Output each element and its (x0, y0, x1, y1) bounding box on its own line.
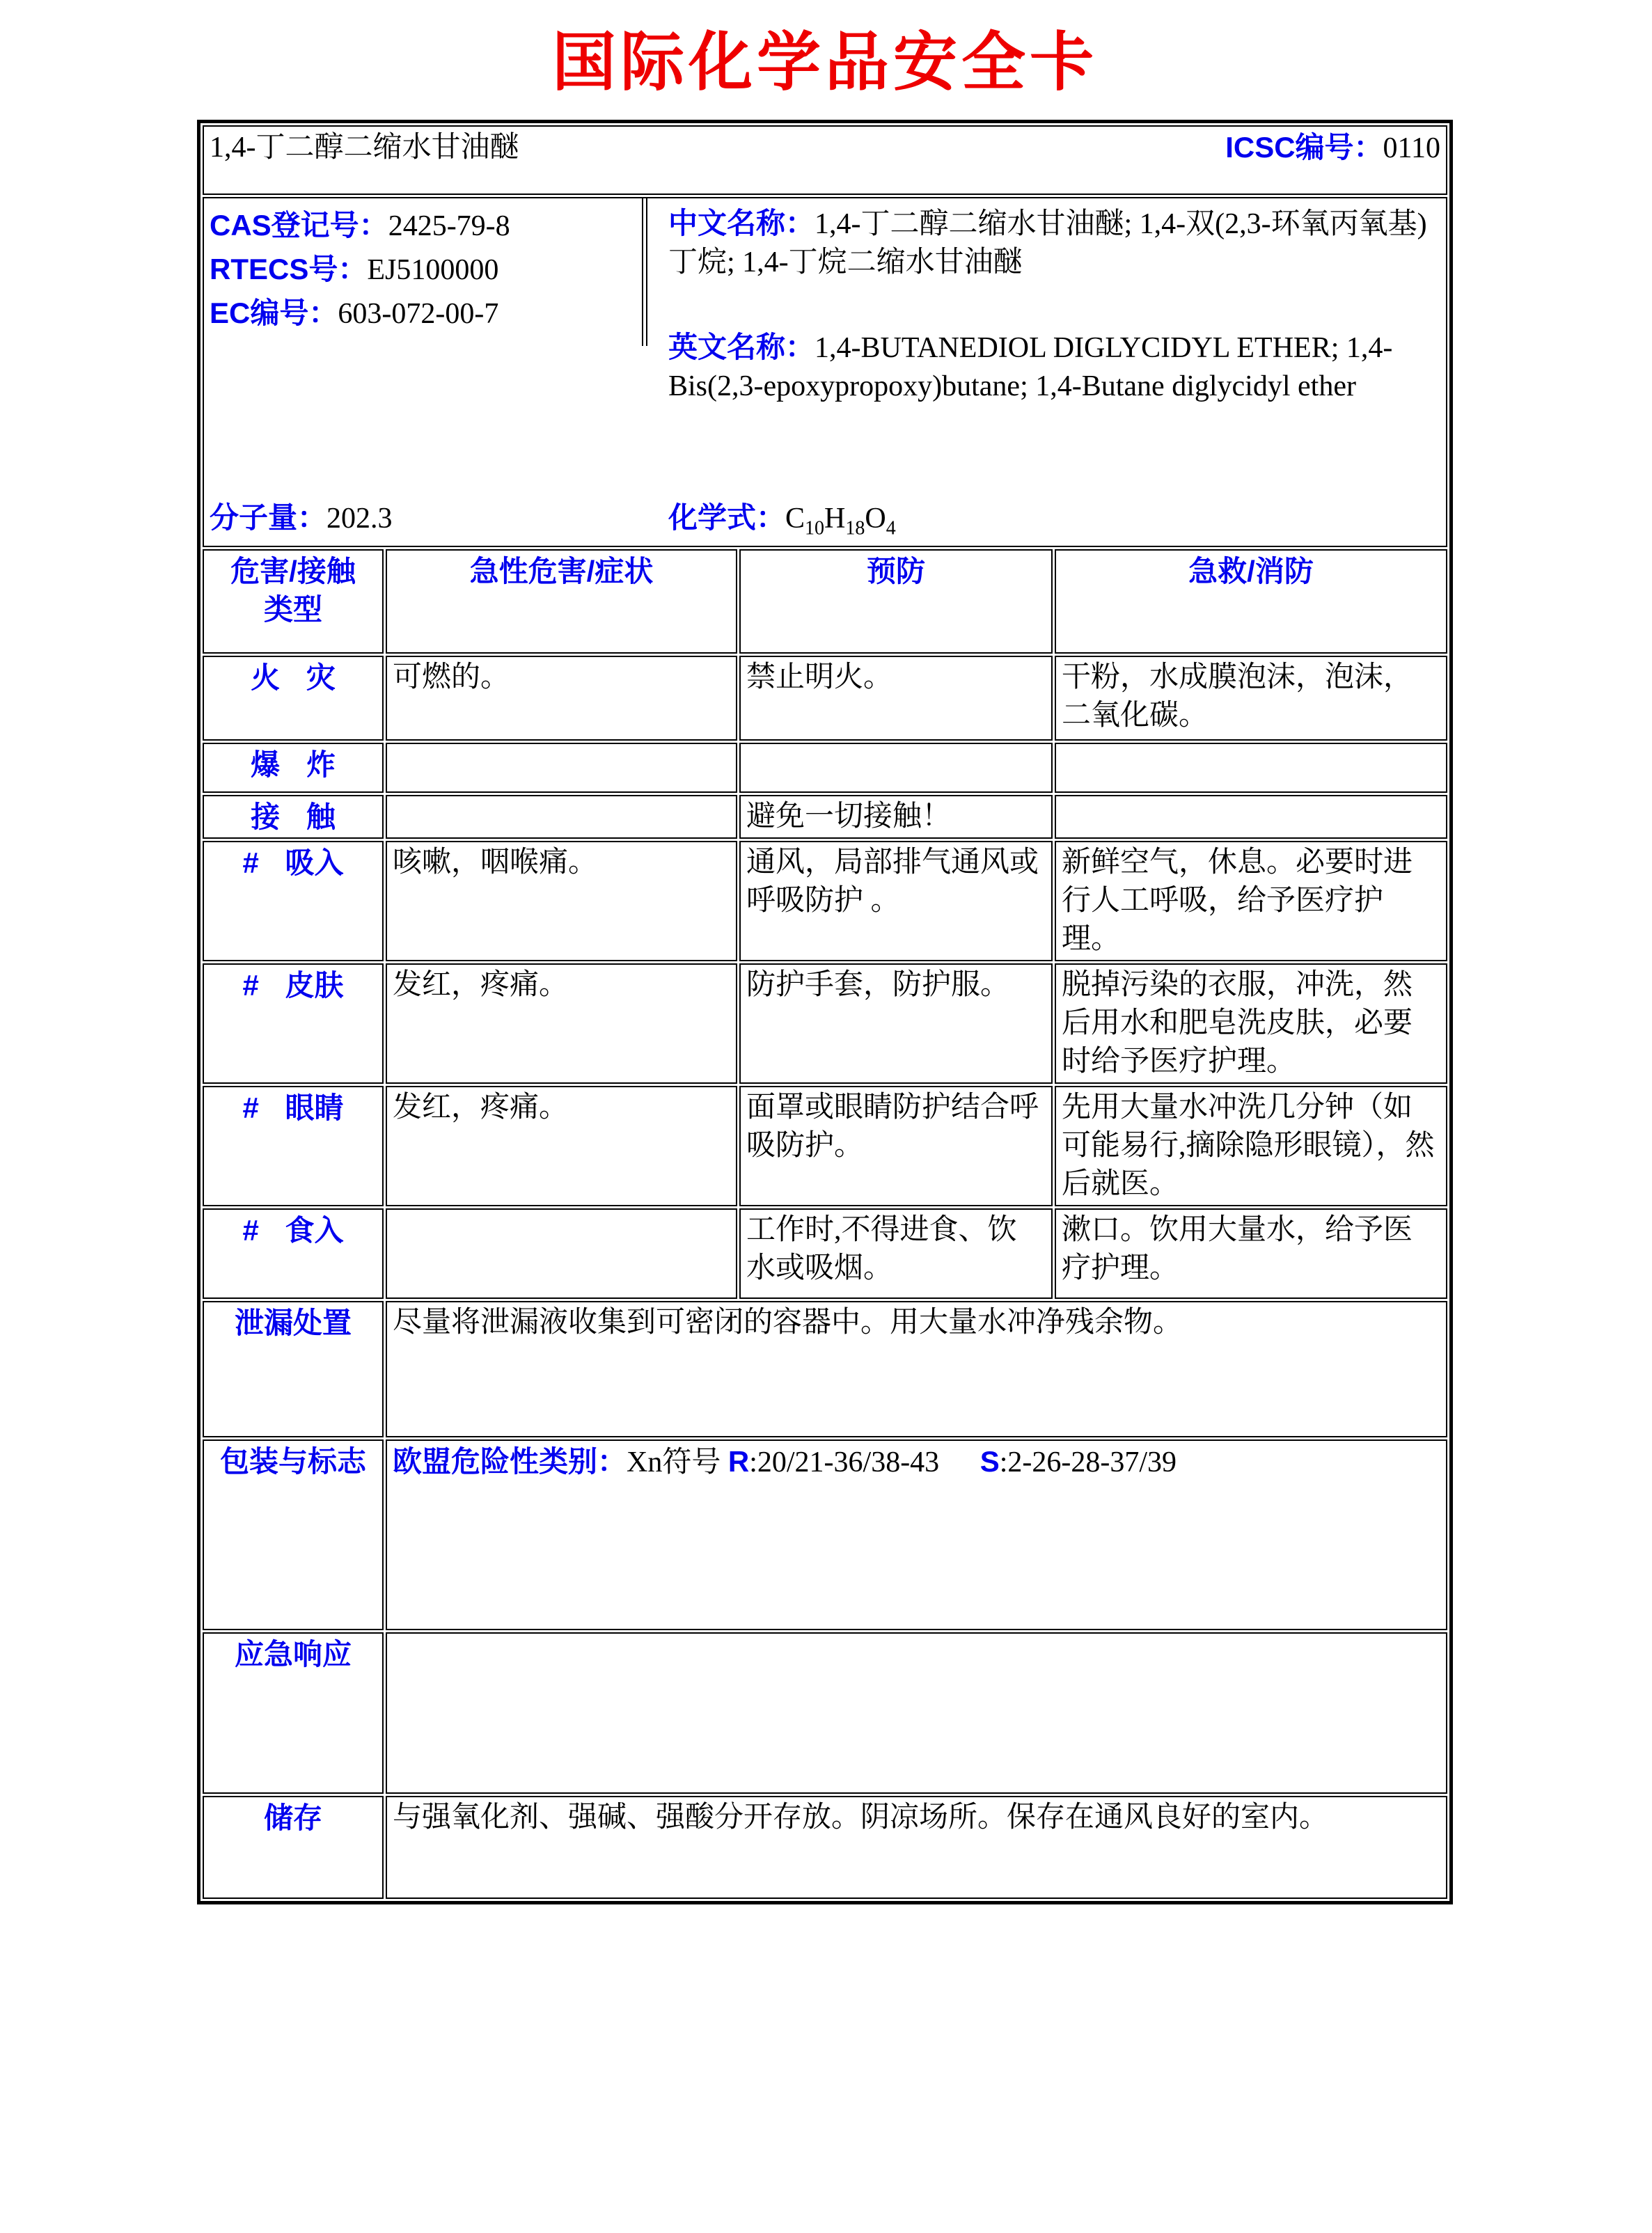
hazard-header-type (203, 549, 384, 654)
explosion-prevention (739, 743, 1053, 793)
hazard-header-prevention: 预防 (739, 549, 1053, 654)
spillage-content: 尽量将泄漏液收集到可密闭的容器中。用大量水冲净残余物。 (386, 1301, 1447, 1437)
rtecs-value: EJ5100000 (367, 254, 499, 286)
skin-label: # 皮肤 (203, 963, 384, 1084)
english-names-label: 英文名称： (668, 331, 815, 363)
page-title: 国际化学品安全卡 (551, 27, 1098, 98)
explosion-label: 爆 炸 (203, 743, 384, 793)
hazard-row-ingestion (203, 1208, 1447, 1299)
chemical-formula-label: 化学式： (668, 501, 786, 534)
s-phrase-value: :2-26-28-37/39 (999, 1446, 1177, 1478)
fire-symptoms: 可燃的。 (386, 656, 737, 741)
chemical-formula (668, 498, 896, 538)
contact-prevention: 避免一切接触！ (739, 795, 1053, 839)
hazard-row-explosion (203, 743, 1447, 793)
eu-symbol: Xn符号 (627, 1446, 721, 1478)
ec-value: 603-072-00-7 (338, 298, 499, 330)
skin-symptoms: 发红，疼痛。 (386, 963, 737, 1084)
hazard-header-symptoms: 急性危害/症状 (386, 549, 737, 654)
storage-label: 储存 (203, 1796, 384, 1899)
s-phrase-label: S (980, 1445, 1000, 1478)
contact-label: 接 触 (203, 795, 384, 839)
eyes-prevention: 面罩或眼睛防护结合呼吸防护。 (739, 1086, 1053, 1206)
section-divider (642, 198, 647, 346)
eyes-symptoms: 发红，疼痛。 (386, 1086, 737, 1206)
row-packaging (203, 1439, 1447, 1630)
cas-value: 2425-79-8 (388, 210, 510, 242)
english-names-value: 1,4-BUTANEDIOL DIGLYCIDYL ETHER; 1,4-Bis(2,3-epoxypropoxy)butane; 1,4-Butane diglycidyl ether (668, 332, 1393, 402)
chemical-name: 1,4-丁二醇二缩水甘油醚 (210, 132, 519, 164)
ingestion-label: # 食入 (203, 1208, 384, 1299)
ingestion-prevention: 工作时,不得进食、饮水或吸烟。 (739, 1208, 1053, 1299)
molecular-line (210, 498, 1440, 542)
contact-symptoms (386, 795, 737, 839)
packaging-label: 包装与标志 (203, 1439, 384, 1630)
chemical-names (668, 204, 1440, 406)
icsc-number (1225, 128, 1440, 168)
row-identifiers (203, 197, 1447, 547)
cas-label: CAS登记号： (210, 209, 388, 242)
r-phrase-label: R (727, 1445, 750, 1478)
inhalation-prevention: 通风，局部排气通风或呼吸防护 。 (739, 841, 1053, 961)
inhalation-label: # 吸入 (203, 841, 384, 961)
ec-label: EC编号： (210, 297, 338, 329)
contact-response (1055, 795, 1447, 839)
molecular-weight-label: 分子量： (210, 501, 327, 534)
row-storage (203, 1796, 1447, 1899)
molecular-weight-value: 202.3 (327, 503, 393, 535)
packaging-content (386, 1439, 1447, 1630)
hazard-row-eyes (203, 1086, 1447, 1206)
icsc-table (200, 123, 1449, 1901)
english-names (668, 328, 1440, 406)
icsc-number-value: 0110 (1383, 132, 1440, 164)
explosion-response (1055, 743, 1447, 793)
hazard-header-type-line1: 危害/接触 (230, 555, 356, 587)
name-cell (203, 125, 1447, 195)
eu-class-label: 欧盟危险性类别： (393, 1445, 627, 1478)
ingestion-response: 漱口。饮用大量水，给予医疗护理。 (1055, 1208, 1447, 1299)
icsc-number-label: ICSC编号： (1225, 131, 1383, 164)
skin-prevention: 防护手套，防护服。 (739, 963, 1053, 1084)
eyes-label: # 眼睛 (203, 1086, 384, 1206)
hazard-row-inhalation (203, 841, 1447, 961)
ingestion-symptoms (386, 1208, 737, 1299)
hazard-row-skin (203, 963, 1447, 1084)
identifiers-cell (203, 197, 1447, 547)
eyes-response: 先用大量水冲洗几分钟（如可能易行,摘除隐形眼镜），然后就医。 (1055, 1086, 1447, 1206)
fire-label: 火 灾 (203, 656, 384, 741)
hazard-header-response: 急救/消防 (1055, 549, 1447, 654)
chinese-names (668, 204, 1440, 282)
inhalation-symptoms: 咳嗽，咽喉痛。 (386, 841, 737, 961)
cas-line (210, 204, 510, 248)
fire-prevention: 禁止明火。 (739, 656, 1053, 741)
fire-response: 干粉，水成膜泡沫，泡沫，二氧化碳。 (1055, 656, 1447, 741)
hazard-row-fire (203, 656, 1447, 741)
explosion-symptoms (386, 743, 737, 793)
emergency-label: 应急响应 (203, 1632, 384, 1794)
inhalation-response: 新鲜空气，休息。必要时进行人工呼吸，给予医疗护理。 (1055, 841, 1447, 961)
icsc-card (197, 120, 1453, 1904)
emergency-content (386, 1632, 1447, 1794)
registry-numbers (210, 204, 510, 336)
chemical-formula-value: $C_{10}H_{18}O_4$ (785, 503, 896, 539)
chinese-names-label: 中文名称： (668, 207, 815, 239)
r-phrase-value: :20/21-36/38-43 (749, 1446, 940, 1478)
row-name (203, 125, 1447, 195)
rtecs-line (210, 248, 510, 292)
chinese-names-value: 1,4-丁二醇二缩水甘油醚; 1,4-双(2,3-环氧丙氧基)丁烷; 1,4-丁烷二缩水甘油醚 (668, 208, 1427, 278)
ec-line (210, 292, 510, 336)
row-spillage (203, 1301, 1447, 1437)
spillage-label: 泄漏处置 (203, 1301, 384, 1437)
storage-content: 与强氧化剂、强碱、强酸分开存放。阴凉场所。保存在通风良好的室内。 (386, 1796, 1447, 1899)
rtecs-label: RTECS号： (210, 253, 368, 285)
hazard-header-row (203, 549, 1447, 654)
row-emergency (203, 1632, 1447, 1794)
hazard-row-contact (203, 795, 1447, 839)
hazard-header-type-line2: 类型 (263, 593, 322, 626)
skin-response: 脱掉污染的衣服，冲洗，然后用水和肥皂洗皮肤，必要时给予医疗护理。 (1055, 963, 1447, 1084)
